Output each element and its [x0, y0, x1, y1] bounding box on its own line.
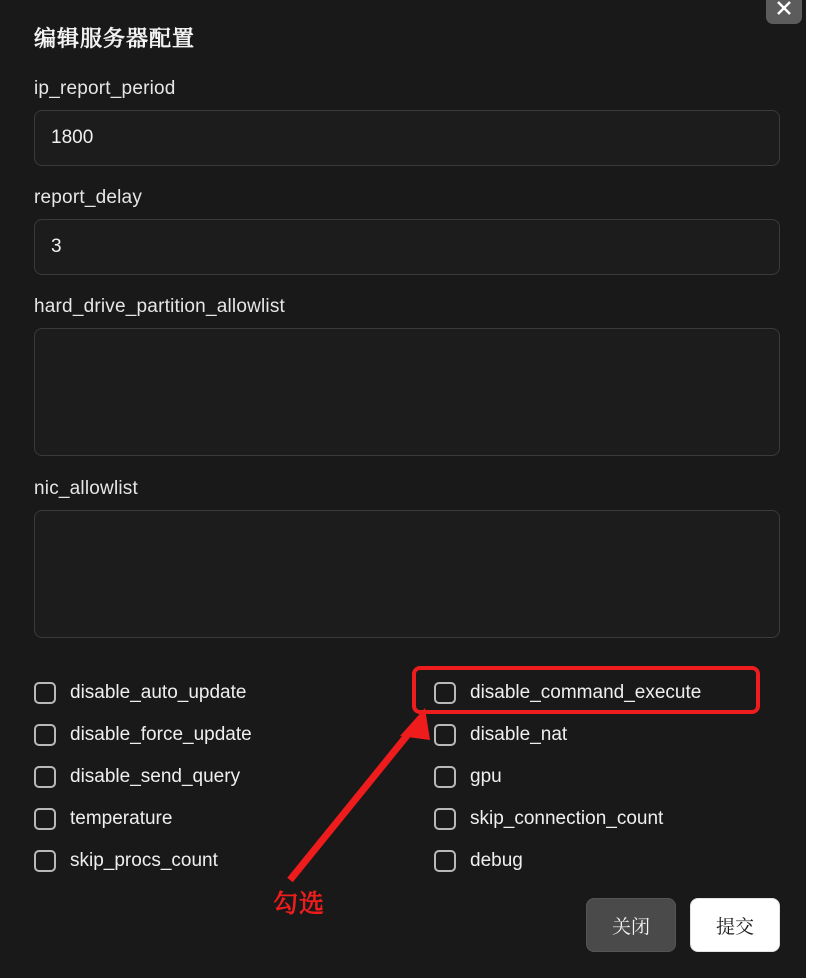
close-dialog-button[interactable]: [766, 0, 802, 24]
field-report-delay: [34, 187, 780, 275]
ip-report-period-input[interactable]: [34, 110, 780, 166]
checkbox-label: disable_auto_update: [70, 682, 247, 703]
close-icon: [775, 0, 793, 17]
checkbox-label: disable_command_execute: [470, 682, 702, 703]
checkbox-label: disable_force_update: [70, 724, 252, 745]
field-label-nic-allowlist: nic_allowlist: [34, 478, 138, 499]
checkbox-skip-connection-count[interactable]: [406, 798, 780, 840]
field-ip-report-period: [34, 78, 780, 166]
checkbox-disable-command-execute[interactable]: [406, 672, 780, 714]
checkbox-disable-auto-update[interactable]: [34, 672, 406, 714]
field-hard-drive-partition-allowlist: [34, 296, 780, 456]
checkbox-box-icon[interactable]: [434, 808, 456, 830]
checkbox-gpu[interactable]: [406, 756, 780, 798]
checkbox-box-icon[interactable]: [34, 808, 56, 830]
submit-button[interactable]: 提交: [690, 898, 780, 952]
checkbox-box-icon[interactable]: [434, 724, 456, 746]
hard-drive-partition-allowlist-textarea[interactable]: [34, 328, 780, 456]
checkbox-box-icon[interactable]: [434, 850, 456, 872]
checkbox-label: debug: [470, 850, 523, 871]
field-nic-allowlist: [34, 478, 780, 638]
checkbox-disable-force-update[interactable]: [34, 714, 406, 756]
checkbox-temperature[interactable]: [34, 798, 406, 840]
checkbox-label: temperature: [70, 808, 173, 829]
config-flags-group: [34, 672, 780, 882]
checkbox-disable-send-query[interactable]: [34, 756, 406, 798]
page-background-strip: [806, 0, 820, 978]
field-label-hard-drive-partition-allowlist: hard_drive_partition_allowlist: [34, 296, 286, 317]
close-button[interactable]: 关闭: [586, 898, 676, 952]
checkbox-box-icon[interactable]: [34, 766, 56, 788]
page-title: 编辑服务器配置: [34, 26, 196, 51]
field-label-ip-report-period: ip_report_period: [34, 78, 176, 99]
checkbox-box-icon[interactable]: [34, 682, 56, 704]
nic-allowlist-textarea[interactable]: [34, 510, 780, 638]
checkbox-box-icon[interactable]: [434, 766, 456, 788]
checkbox-box-icon[interactable]: [434, 682, 456, 704]
checkbox-label: skip_connection_count: [470, 808, 664, 829]
checkbox-label: disable_nat: [470, 724, 568, 745]
field-label-report-delay: report_delay: [34, 187, 143, 208]
checkbox-box-icon[interactable]: [34, 724, 56, 746]
checkbox-box-icon[interactable]: [34, 850, 56, 872]
checkbox-label: disable_send_query: [70, 766, 241, 787]
checkbox-skip-procs-count[interactable]: [34, 840, 406, 882]
checkbox-label: gpu: [470, 766, 502, 787]
dialog-footer: [34, 898, 780, 952]
checkbox-disable-nat[interactable]: [406, 714, 780, 756]
config-form: [34, 78, 780, 638]
annotation-label: 勾选: [273, 890, 326, 918]
report-delay-input[interactable]: [34, 219, 780, 275]
checkbox-debug[interactable]: [406, 840, 780, 882]
checkbox-label: skip_procs_count: [70, 850, 218, 871]
